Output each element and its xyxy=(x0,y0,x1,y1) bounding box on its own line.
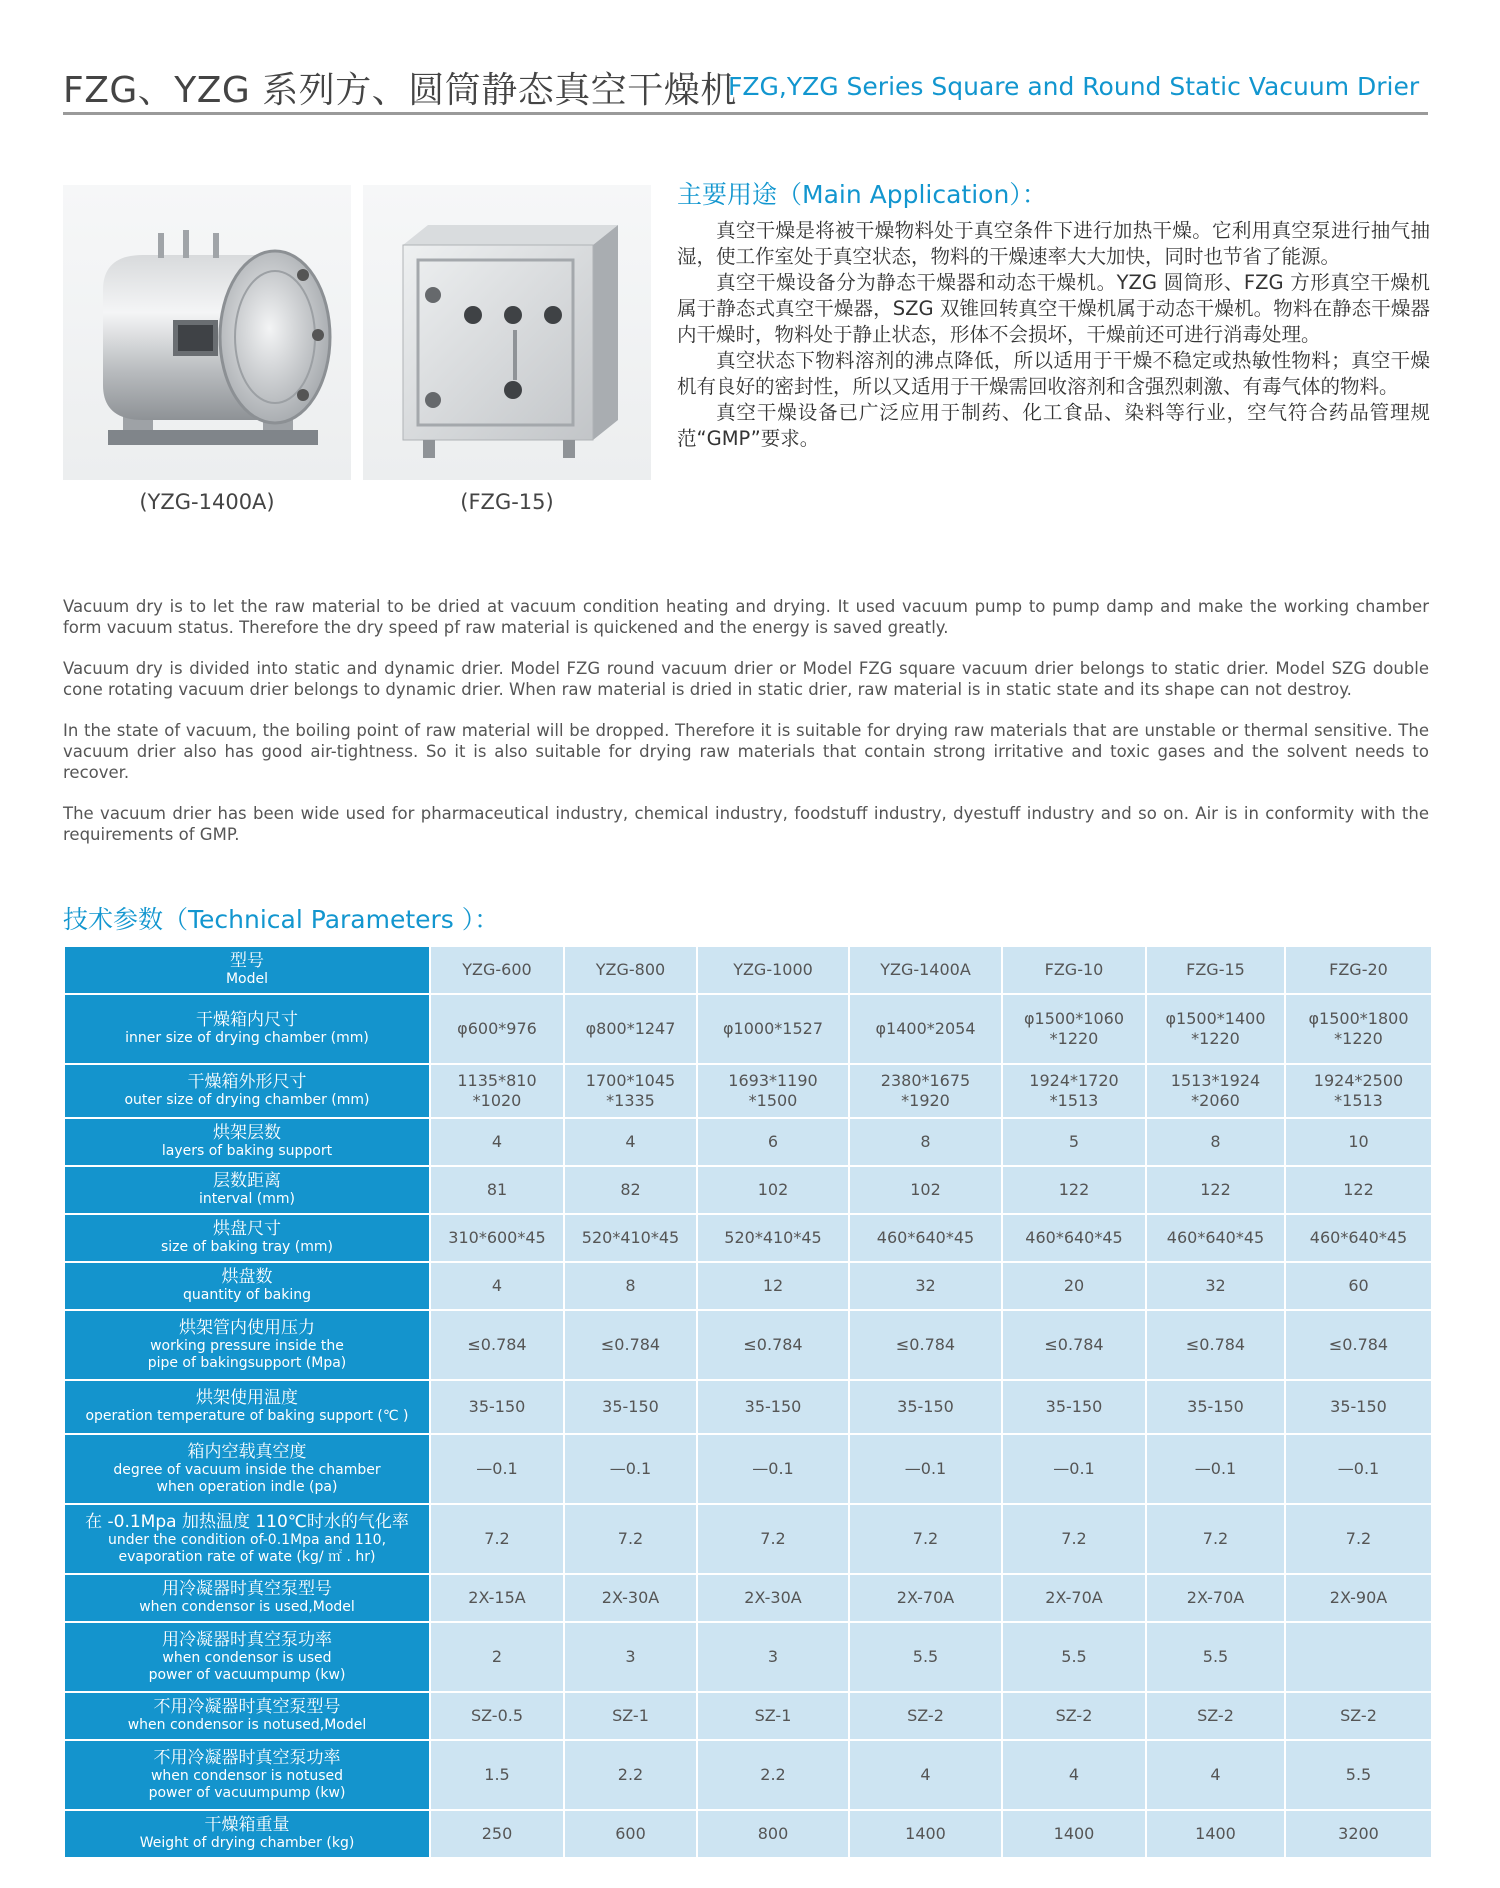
table-cell: 7.2 xyxy=(1146,1504,1285,1574)
table-cell: 4 xyxy=(430,1118,564,1166)
table-cell: 60 xyxy=(1285,1262,1432,1310)
table-cell: 20 xyxy=(1002,1262,1146,1310)
row-label-english: when condensor is notused,Model xyxy=(127,1717,367,1733)
row-label xyxy=(64,946,430,994)
application-paragraph: 真空干燥设备已广泛应用于制药、化工食品、染料等行业，空气符合药品管理规范“GMP”要求。 xyxy=(677,401,1430,450)
row-label-english: when condensor is used,Model xyxy=(139,1599,355,1615)
row-label xyxy=(64,1166,430,1214)
row-label xyxy=(64,1262,430,1310)
row-label-chinese: 烘盘数 xyxy=(221,1267,273,1287)
table-cell: —0.1 xyxy=(430,1434,564,1504)
table-row xyxy=(64,1166,1432,1214)
table-cell: 102 xyxy=(697,1166,849,1214)
table-cell: ≤0.784 xyxy=(1146,1310,1285,1380)
row-label-english: Weight of drying chamber (kg) xyxy=(139,1835,355,1851)
table-cell: 4 xyxy=(1002,1740,1146,1810)
table-cell: SZ-0.5 xyxy=(430,1692,564,1740)
main-application-text xyxy=(677,218,1430,452)
table-cell: 7.2 xyxy=(430,1504,564,1574)
row-label-english: when condensor is used xyxy=(162,1649,332,1666)
table-cell: 1400 xyxy=(1146,1810,1285,1858)
english-description xyxy=(63,596,1429,865)
table-cell: —0.1 xyxy=(1146,1434,1285,1504)
row-label-english: Model xyxy=(225,971,269,987)
square-drier-illustration xyxy=(363,185,651,480)
table-cell: 460*640*45 xyxy=(1285,1214,1432,1262)
table-cell: 82 xyxy=(564,1166,697,1214)
table-cell: —0.1 xyxy=(1002,1434,1146,1504)
table-cell: ≤0.784 xyxy=(564,1310,697,1380)
table-cell: 800 xyxy=(697,1810,849,1858)
table-cell: φ1000*1527 xyxy=(697,994,849,1064)
table-cell: φ1500*1400 *1220 xyxy=(1146,994,1285,1064)
row-label xyxy=(64,1118,430,1166)
table-cell: 6 xyxy=(697,1118,849,1166)
table-cell: 1.5 xyxy=(430,1740,564,1810)
table-cell: —0.1 xyxy=(564,1434,697,1504)
table-cell: SZ-1 xyxy=(564,1692,697,1740)
table-cell: 2X-15A xyxy=(430,1574,564,1622)
table-cell: SZ-2 xyxy=(849,1692,1002,1740)
table-cell: 7.2 xyxy=(697,1504,849,1574)
row-label xyxy=(64,1622,430,1692)
table-cell: 520*410*45 xyxy=(564,1214,697,1262)
table-cell: 1924*1720 *1513 xyxy=(1002,1064,1146,1118)
english-paragraph: Vacuum dry is divided into static and dynamic drier. Model FZG round vacuum drier or Model FZG square vacuum drier belongs to static drier. Model SZG double cone rotating vacuum drier belongs to dynamic drier. When raw material is dried in static drier, raw material is in static state and its shape can not destroy. xyxy=(63,659,1429,699)
table-cell: 5.5 xyxy=(1002,1622,1146,1692)
main-application-title: 主要用途（Main Application）： xyxy=(677,180,1047,209)
table-cell: —0.1 xyxy=(1285,1434,1432,1504)
row-label xyxy=(64,994,430,1064)
row-label xyxy=(64,1380,430,1434)
table-cell: 32 xyxy=(849,1262,1002,1310)
row-label-chinese: 烘架管内使用压力 xyxy=(179,1317,315,1338)
table-cell: 1924*2500 *1513 xyxy=(1285,1064,1432,1118)
table-cell: φ1500*1800 *1220 xyxy=(1285,994,1432,1064)
table-cell: 1700*1045 *1335 xyxy=(564,1064,697,1118)
row-label xyxy=(64,1214,430,1262)
table-cell xyxy=(1285,1622,1432,1692)
row-label-english: power of vacuumpump (kw) xyxy=(148,1784,346,1801)
table-cell: 2X-70A xyxy=(1002,1574,1146,1622)
table-cell: 35-150 xyxy=(1146,1380,1285,1434)
table-cell: 2.2 xyxy=(564,1740,697,1810)
row-label-english: quantity of baking xyxy=(183,1287,311,1303)
table-cell: 1400 xyxy=(1002,1810,1146,1858)
table-cell: ≤0.784 xyxy=(1002,1310,1146,1380)
title-chinese: FZG、YZG 系列方、圆筒静态真空干燥机 xyxy=(63,70,737,111)
photo-caption-1: (YZG-1400A) xyxy=(139,490,275,514)
row-label-chinese: 层数距离 xyxy=(213,1171,281,1191)
row-label-chinese: 干燥箱外形尺寸 xyxy=(187,1072,307,1092)
table-cell: 7.2 xyxy=(1285,1504,1432,1574)
row-label-chinese: 用冷凝器时真空泵功率 xyxy=(162,1629,332,1650)
row-label xyxy=(64,1740,430,1810)
table-cell: 35-150 xyxy=(697,1380,849,1434)
table-row xyxy=(64,1380,1432,1434)
table-cell: 12 xyxy=(697,1262,849,1310)
application-paragraph: 真空状态下物料溶剂的沸点降低，所以适用于干燥不稳定或热敏性物料；真空干燥机有良好的密封性，所以又适用于干燥需回收溶剂和含强烈刺激、有毒气体的物料。 xyxy=(677,349,1430,398)
table-cell: 81 xyxy=(430,1166,564,1214)
table-cell: 2.2 xyxy=(697,1740,849,1810)
photo-fzg-15 xyxy=(363,185,651,480)
table-cell: 5.5 xyxy=(1285,1740,1432,1810)
table-cell: ≤0.784 xyxy=(1285,1310,1432,1380)
row-label-english: working pressure inside the xyxy=(150,1337,344,1354)
table-row xyxy=(64,1574,1432,1622)
table-cell: 460*640*45 xyxy=(1146,1214,1285,1262)
photo-caption-2: (FZG-15) xyxy=(460,490,554,514)
row-label xyxy=(64,1064,430,1118)
table-cell: ≤0.784 xyxy=(697,1310,849,1380)
table-cell: —0.1 xyxy=(849,1434,1002,1504)
row-label-english: operation temperature of baking support (℃ ) xyxy=(85,1408,409,1424)
table-cell: 3 xyxy=(697,1622,849,1692)
table-row xyxy=(64,1740,1432,1810)
table-cell: 2X-70A xyxy=(1146,1574,1285,1622)
table-cell: 5.5 xyxy=(849,1622,1002,1692)
row-label-chinese: 干燥箱重量 xyxy=(204,1815,290,1835)
row-label xyxy=(64,1810,430,1858)
technical-parameters-title: 技术参数（Technical Parameters ）： xyxy=(63,905,500,934)
english-paragraph: Vacuum dry is to let the raw material to be dried at vacuum condition heating and drying. It used vacuum pump to pump damp and make the working chamber form vacuum status. Therefore the dry speed pf raw material is quickened and the energy is saved greatly. xyxy=(63,597,1429,637)
table-cell: 4 xyxy=(1146,1740,1285,1810)
table-cell: 35-150 xyxy=(564,1380,697,1434)
row-label xyxy=(64,1310,430,1380)
table-cell: 4 xyxy=(849,1740,1002,1810)
row-label-english: under the condition of-0.1Mpa and 110, xyxy=(107,1531,387,1548)
table-cell: 3 xyxy=(564,1622,697,1692)
table-cell: 8 xyxy=(564,1262,697,1310)
table-cell: 5 xyxy=(1002,1118,1146,1166)
table-cell: 2X-90A xyxy=(1285,1574,1432,1622)
row-label-english: inner size of drying chamber (mm) xyxy=(125,1030,369,1046)
row-label-english: layers of baking support xyxy=(161,1143,333,1159)
table-cell: ≤0.784 xyxy=(849,1310,1002,1380)
table-cell: 310*600*45 xyxy=(430,1214,564,1262)
table-row xyxy=(64,1214,1432,1262)
table-row xyxy=(64,1434,1432,1504)
table-row xyxy=(64,1310,1432,1380)
row-label xyxy=(64,1692,430,1740)
english-paragraph: The vacuum drier has been wide used for pharmaceutical industry, chemical industry, foodstuff industry, dyestuff industry and so on. Air is in conformity with the requirements of GMP. xyxy=(63,804,1429,844)
row-label-chinese: 干燥箱内尺寸 xyxy=(196,1010,298,1030)
table-cell: 250 xyxy=(430,1810,564,1858)
table-cell: 1135*810 *1020 xyxy=(430,1064,564,1118)
table-cell: 35-150 xyxy=(430,1380,564,1434)
table-cell: 4 xyxy=(430,1262,564,1310)
table-cell: 460*640*45 xyxy=(1002,1214,1146,1262)
row-label-english: size of baking tray (mm) xyxy=(161,1239,333,1255)
row-label-english: degree of vacuum inside the chamber xyxy=(113,1461,381,1478)
row-label xyxy=(64,1574,430,1622)
table-cell: SZ-2 xyxy=(1285,1692,1432,1740)
table-row xyxy=(64,1622,1432,1692)
table-cell: 4 xyxy=(564,1118,697,1166)
row-label-chinese: 烘盘尺寸 xyxy=(213,1219,281,1239)
table-row xyxy=(64,1118,1432,1166)
row-label-chinese: 不用冷凝器时真空泵型号 xyxy=(153,1697,341,1717)
table-row xyxy=(64,994,1432,1064)
table-cell: φ800*1247 xyxy=(564,994,697,1064)
table-cell: φ1500*1060 *1220 xyxy=(1002,994,1146,1064)
table-cell: 7.2 xyxy=(564,1504,697,1574)
table-cell: 2 xyxy=(430,1622,564,1692)
table-cell: 2380*1675 *1920 xyxy=(849,1064,1002,1118)
table-cell: 35-150 xyxy=(849,1380,1002,1434)
table-cell: 1400 xyxy=(849,1810,1002,1858)
round-drier-illustration xyxy=(63,185,351,480)
table-cell: 7.2 xyxy=(1002,1504,1146,1574)
table-cell: FZG-10 xyxy=(1002,946,1146,994)
table-cell: 600 xyxy=(564,1810,697,1858)
table-row xyxy=(64,1810,1432,1858)
table-cell: ≤0.784 xyxy=(430,1310,564,1380)
table-row xyxy=(64,1692,1432,1740)
table-cell: φ1400*2054 xyxy=(849,994,1002,1064)
row-label-english: evaporation rate of wate (kg/ ㎡ . hr) xyxy=(118,1548,376,1565)
row-label-chinese: 烘架使用温度 xyxy=(196,1388,298,1408)
table-cell: YZG-800 xyxy=(564,946,697,994)
table-cell: SZ-2 xyxy=(1146,1692,1285,1740)
title-english: FZG,YZG Series Square and Round Static Vacuum Drier xyxy=(728,72,1420,101)
page-header xyxy=(63,52,1428,115)
table-cell: φ600*976 xyxy=(430,994,564,1064)
application-paragraph: 真空干燥设备分为静态干燥器和动态干燥机。YZG 圆筒形、FZG 方形真空干燥机属于静态式真空干燥器，SZG 双锥回转真空干燥机属于动态干燥机。物料在静态干燥器内干燥时，物料处于静止状态，形体不会损坏，干燥前还可进行消毒处理。 xyxy=(677,271,1430,346)
table-cell: SZ-1 xyxy=(697,1692,849,1740)
table-cell: 5.5 xyxy=(1146,1622,1285,1692)
table-cell: YZG-600 xyxy=(430,946,564,994)
table-cell: 1693*1190 *1500 xyxy=(697,1064,849,1118)
row-label-chinese: 不用冷凝器时真空泵功率 xyxy=(153,1747,341,1768)
row-label-chinese: 烘架层数 xyxy=(213,1123,281,1143)
row-label xyxy=(64,1434,430,1504)
photo-yzg-1400a xyxy=(63,185,351,480)
table-cell: 122 xyxy=(1285,1166,1432,1214)
table-cell: FZG-20 xyxy=(1285,946,1432,994)
table-cell: 122 xyxy=(1002,1166,1146,1214)
table-cell: 35-150 xyxy=(1002,1380,1146,1434)
row-label-english: outer size of drying chamber (mm) xyxy=(124,1092,370,1108)
table-cell: 1513*1924 *2060 xyxy=(1146,1064,1285,1118)
table-cell: YZG-1000 xyxy=(697,946,849,994)
technical-parameters-table xyxy=(63,945,1433,1859)
table-row xyxy=(64,1504,1432,1574)
table-cell: 2X-30A xyxy=(697,1574,849,1622)
table-cell: 35-150 xyxy=(1285,1380,1432,1434)
row-label-chinese: 型号 xyxy=(230,951,264,971)
table-row xyxy=(64,1064,1432,1118)
table-cell: 3200 xyxy=(1285,1810,1432,1858)
table-cell: —0.1 xyxy=(697,1434,849,1504)
table-cell: YZG-1400A xyxy=(849,946,1002,994)
row-label-english: when operation indle (pa) xyxy=(156,1478,338,1495)
table-cell: 520*410*45 xyxy=(697,1214,849,1262)
table-cell: 2X-70A xyxy=(849,1574,1002,1622)
row-label-english: interval (mm) xyxy=(198,1191,296,1207)
table-cell: SZ-2 xyxy=(1002,1692,1146,1740)
row-label-english: power of vacuumpump (kw) xyxy=(148,1666,346,1683)
row-label-english: when condensor is notused xyxy=(150,1767,344,1784)
row-label-chinese: 箱内空载真空度 xyxy=(187,1441,307,1462)
table-cell: 2X-30A xyxy=(564,1574,697,1622)
row-label-english: pipe of bakingsupport (Mpa) xyxy=(147,1354,347,1371)
table-cell: 460*640*45 xyxy=(849,1214,1002,1262)
table-cell: 10 xyxy=(1285,1118,1432,1166)
row-label xyxy=(64,1504,430,1574)
application-paragraph: 真空干燥是将被干燥物料处于真空条件下进行加热干燥。它利用真空泵进行抽气抽湿，使工作室处于真空状态，物料的干燥速率大大加快，同时也节省了能源。 xyxy=(677,219,1430,268)
table-cell: 8 xyxy=(1146,1118,1285,1166)
table-row xyxy=(64,946,1432,994)
table-cell: 7.2 xyxy=(849,1504,1002,1574)
table-cell: FZG-15 xyxy=(1146,946,1285,994)
row-label-chinese: 用冷凝器时真空泵型号 xyxy=(162,1579,332,1599)
table-row xyxy=(64,1262,1432,1310)
table-cell: 32 xyxy=(1146,1262,1285,1310)
row-label-chinese: 在 -0.1Mpa 加热温度 110℃时水的气化率 xyxy=(85,1511,409,1532)
table-cell: 102 xyxy=(849,1166,1002,1214)
table-cell: 122 xyxy=(1146,1166,1285,1214)
english-paragraph: In the state of vacuum, the boiling point of raw material will be dropped. Therefore it is suitable for drying raw materials that are unstable or thermal sensitive. The vacuum drier also has good air-tightness. So it is also suitable for drying raw materials that contain strong irritative and toxic gases and the solvent needs to recover. xyxy=(63,721,1429,782)
table-cell: 8 xyxy=(849,1118,1002,1166)
